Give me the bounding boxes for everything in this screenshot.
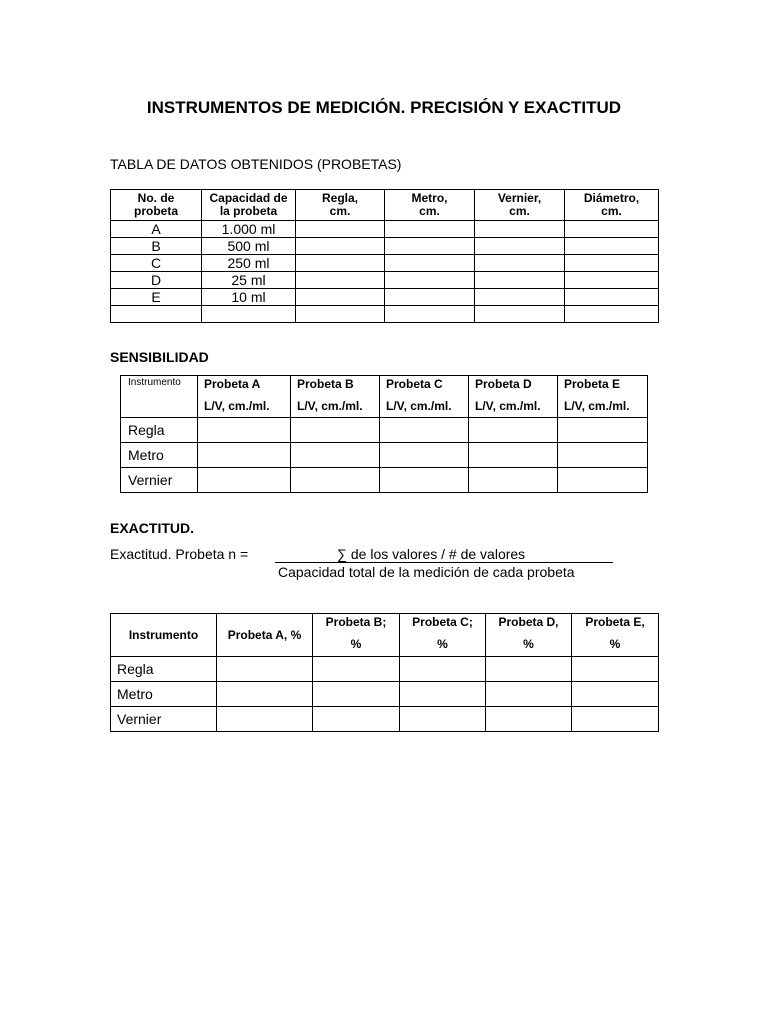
cell-empty[interactable]: [385, 306, 475, 323]
table-row: [121, 418, 648, 443]
cell-empty[interactable]: [475, 289, 565, 306]
cell-empty[interactable]: [565, 272, 659, 289]
cell-probeta: B: [111, 238, 202, 255]
cell-empty[interactable]: [475, 306, 565, 323]
formula-label: Exactitud. Probeta n =: [110, 546, 249, 562]
header-probeta-e: Probeta E, %: [572, 614, 659, 657]
table-row: [111, 238, 659, 255]
table-row: [111, 657, 659, 682]
section-heading-exactitud: EXACTITUD.: [110, 520, 194, 536]
cell-empty[interactable]: [486, 657, 572, 682]
table-header-row: [111, 614, 659, 657]
table-row: [121, 468, 648, 493]
cell-probeta: C: [111, 255, 202, 272]
cell-empty[interactable]: [558, 418, 648, 443]
row-label-regla: Regla: [111, 657, 217, 682]
table-row: [111, 221, 659, 238]
cell-empty[interactable]: [296, 306, 385, 323]
cell-empty[interactable]: [475, 272, 565, 289]
cell-empty[interactable]: [572, 707, 659, 732]
cell-capacidad: 10 ml: [202, 289, 296, 306]
tabla-datos-probetas: [110, 189, 659, 323]
cell-empty[interactable]: [291, 443, 380, 468]
cell-empty[interactable]: [400, 682, 486, 707]
row-label-metro: Metro: [111, 682, 217, 707]
cell-capacidad: 250 ml: [202, 255, 296, 272]
formula-numerator: ∑ de los valores / # de valores: [275, 546, 613, 563]
cell-empty[interactable]: [469, 468, 558, 493]
cell-probeta: E: [111, 289, 202, 306]
cell-empty[interactable]: [296, 221, 385, 238]
cell-empty[interactable]: [198, 418, 291, 443]
header-probeta-c: Probeta C; %: [400, 614, 486, 657]
cell-empty[interactable]: [565, 289, 659, 306]
cell-empty[interactable]: [296, 289, 385, 306]
cell-empty[interactable]: [313, 707, 400, 732]
cell-empty[interactable]: [400, 657, 486, 682]
cell-empty[interactable]: [385, 221, 475, 238]
table-row: [111, 682, 659, 707]
table-row: [111, 255, 659, 272]
formula-denominator: Capacidad total de la medición de cada probeta: [278, 564, 575, 580]
tabla-exactitud: [110, 613, 659, 732]
header-probeta-d: Probeta D L/V, cm./ml.: [469, 376, 558, 418]
cell-empty[interactable]: [380, 418, 469, 443]
cell-empty[interactable]: [380, 443, 469, 468]
cell-empty[interactable]: [486, 707, 572, 732]
cell-empty[interactable]: [565, 306, 659, 323]
cell-empty[interactable]: [291, 468, 380, 493]
cell-empty[interactable]: [565, 221, 659, 238]
cell-empty[interactable]: [572, 657, 659, 682]
cell-capacidad: 25 ml: [202, 272, 296, 289]
cell-empty[interactable]: [217, 707, 313, 732]
cell-empty[interactable]: [558, 443, 648, 468]
cell-empty[interactable]: [486, 682, 572, 707]
cell-empty[interactable]: [296, 238, 385, 255]
table-row: [121, 443, 648, 468]
cell-empty[interactable]: [385, 272, 475, 289]
cell-empty[interactable]: [217, 682, 313, 707]
header-probeta-a: Probeta A, %: [217, 614, 313, 657]
cell-empty[interactable]: [296, 272, 385, 289]
header-no-probeta: No. de probeta: [111, 190, 202, 221]
cell-empty[interactable]: [198, 443, 291, 468]
header-probeta-d: Probeta D, %: [486, 614, 572, 657]
header-metro: Metro, cm.: [385, 190, 475, 221]
row-label-regla: Regla: [121, 418, 198, 443]
cell-capacidad: [202, 306, 296, 323]
header-capacidad: Capacidad de la probeta: [202, 190, 296, 221]
table-row: [111, 707, 659, 732]
row-label-vernier: Vernier: [111, 707, 217, 732]
cell-empty[interactable]: [313, 657, 400, 682]
section-heading-sensibilidad: SENSIBILIDAD: [110, 349, 209, 365]
cell-empty[interactable]: [217, 657, 313, 682]
cell-empty[interactable]: [469, 443, 558, 468]
cell-empty[interactable]: [385, 289, 475, 306]
header-probeta-b: Probeta B; %: [313, 614, 400, 657]
cell-empty[interactable]: [558, 468, 648, 493]
table-header-row: [111, 190, 659, 221]
cell-probeta: [111, 306, 202, 323]
section-heading-datos: TABLA DE DATOS OBTENIDOS (PROBETAS): [110, 156, 402, 172]
table-row: [111, 272, 659, 289]
cell-capacidad: 1.000 ml: [202, 221, 296, 238]
header-instrumento: Instrumento: [111, 614, 217, 657]
row-label-vernier: Vernier: [121, 468, 198, 493]
header-regla: Regla, cm.: [296, 190, 385, 221]
tabla-sensibilidad: [120, 375, 648, 493]
cell-empty[interactable]: [565, 255, 659, 272]
table-row: [111, 289, 659, 306]
cell-empty[interactable]: [385, 238, 475, 255]
header-probeta-a: Probeta A L/V, cm./ml.: [198, 376, 291, 418]
row-label-metro: Metro: [121, 443, 198, 468]
cell-empty[interactable]: [198, 468, 291, 493]
cell-capacidad: 500 ml: [202, 238, 296, 255]
header-probeta-b: Probeta B L/V, cm./ml.: [291, 376, 380, 418]
cell-empty[interactable]: [475, 238, 565, 255]
header-probeta-e: Probeta E L/V, cm./ml.: [558, 376, 648, 418]
cell-empty[interactable]: [296, 255, 385, 272]
page-title: INSTRUMENTOS DE MEDICIÓN. PRECISIÓN Y EXACTITUD: [146, 98, 622, 117]
header-instrumento: Instrumento: [121, 376, 198, 418]
cell-empty[interactable]: [291, 418, 380, 443]
header-vernier: Vernier, cm.: [475, 190, 565, 221]
cell-empty[interactable]: [565, 238, 659, 255]
cell-empty[interactable]: [400, 707, 486, 732]
cell-empty[interactable]: [385, 255, 475, 272]
cell-empty[interactable]: [469, 418, 558, 443]
cell-empty[interactable]: [380, 468, 469, 493]
table-row: [111, 306, 659, 323]
header-diametro: Diámetro, cm.: [565, 190, 659, 221]
header-probeta-c: Probeta C L/V, cm./ml.: [380, 376, 469, 418]
cell-empty[interactable]: [475, 255, 565, 272]
cell-probeta: D: [111, 272, 202, 289]
cell-probeta: A: [111, 221, 202, 238]
cell-empty[interactable]: [313, 682, 400, 707]
cell-empty[interactable]: [475, 221, 565, 238]
cell-empty[interactable]: [572, 682, 659, 707]
table-header-row: [121, 376, 648, 418]
